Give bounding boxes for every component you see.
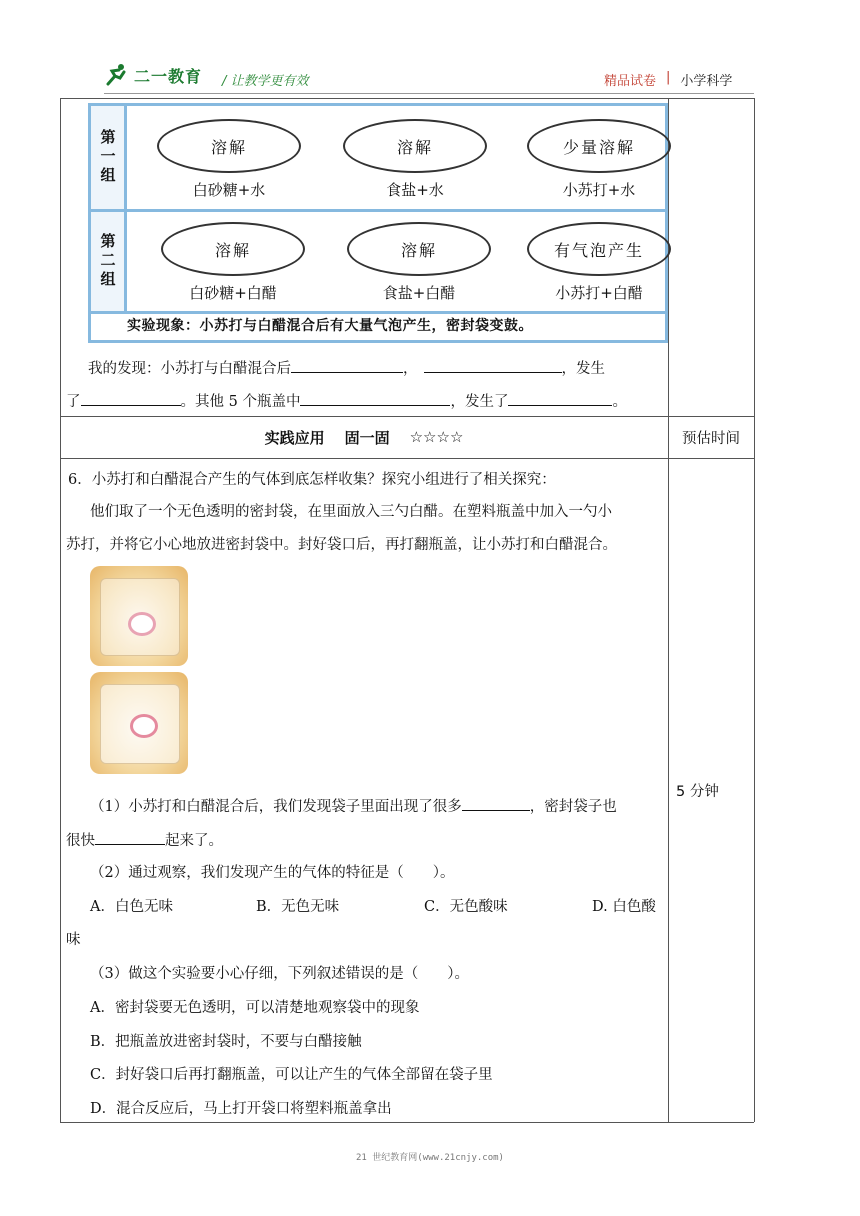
- subquestion-text: 起来了。: [165, 833, 223, 849]
- answer-blank[interactable]: [95, 828, 165, 845]
- bag-photo-before: [90, 566, 188, 666]
- result-oval: 少量溶解: [527, 119, 671, 173]
- result-oval: 溶解: [161, 222, 305, 276]
- subquestion-2: （2）通过观察，我们发现产生的气体的特征是（ ）。: [90, 865, 455, 881]
- option-a[interactable]: A．密封袋要无色透明，可以清楚地观察袋中的现象: [90, 1000, 420, 1016]
- group2-label: 第二组: [91, 212, 127, 311]
- mixture-caption: 白砂糖+水: [192, 181, 266, 199]
- table-border-bottom: [60, 1122, 754, 1123]
- table-border-left: [60, 98, 61, 1122]
- option-b[interactable]: B．把瓶盖放进密封袋时，不要与白醋接触: [90, 1034, 362, 1050]
- brand-logo: [104, 58, 202, 92]
- discovery-line-2: [66, 389, 627, 411]
- mixture-caption: 食盐+白醋: [382, 284, 456, 302]
- option-c[interactable]: C．无色酸味: [424, 899, 508, 915]
- header-right: [604, 70, 732, 89]
- table-border-right: [754, 98, 755, 1122]
- group-separator: [91, 209, 665, 212]
- mixture-caption: 白砂糖+白醋: [189, 284, 277, 302]
- section-title: 实践应用: [264, 428, 325, 447]
- difficulty-stars: ☆☆☆☆: [409, 428, 464, 446]
- question-description: 苏打，并将它小心地放进密封袋中。封好袋口后，再打翻瓶盖，让小苏打和白醋混合。: [66, 537, 617, 553]
- discovery-text: 我的发现：小苏打与白醋混合后: [88, 361, 291, 377]
- question-stem: 6．小苏打和白醋混合产生的气体到底怎样收集？探究小组进行了相关探究：: [68, 472, 556, 488]
- result-oval: 溶解: [157, 119, 301, 173]
- mixture-caption: 食盐+水: [386, 181, 444, 199]
- option-d[interactable]: D. 白色酸: [592, 899, 656, 915]
- phenomenon-separator: [91, 311, 665, 314]
- subquestion-3: （3）做这个实验要小心仔细，下列叙述错误的是（ ）。: [90, 966, 469, 982]
- estimated-time: 5 分钟: [676, 784, 719, 800]
- subquestion-text: （1）小苏打和白醋混合后，我们发现袋子里面出现了很多: [90, 799, 462, 815]
- discovery-text: ，发生: [561, 361, 605, 377]
- mixture-caption: 小苏打+白醋: [555, 284, 643, 302]
- header-subject: 小学科学: [680, 74, 733, 89]
- section-subtitle: 固一固: [344, 428, 390, 447]
- discovery-line-1: [88, 356, 605, 378]
- estimate-time-header: 预估时间: [682, 430, 740, 447]
- answer-blank[interactable]: [300, 389, 450, 406]
- group1-label: 第一组: [91, 106, 127, 209]
- experiment-diagram: [88, 103, 668, 343]
- bag-photo-after: [90, 672, 188, 774]
- footer: 21 世纪教育网(www.21cnjy.com): [356, 1153, 504, 1163]
- mixture-caption: 小苏打+水: [562, 181, 636, 199]
- bottle-cap: [130, 714, 158, 738]
- answer-blank[interactable]: [462, 794, 530, 811]
- answer-blank[interactable]: [424, 356, 562, 373]
- section-header: [60, 416, 668, 458]
- discovery-text: 。: [612, 394, 627, 410]
- discovery-text: 了: [66, 394, 81, 410]
- result-oval: 溶解: [347, 222, 491, 276]
- table-border-top: [60, 98, 754, 99]
- answer-blank[interactable]: [508, 389, 612, 406]
- discovery-text: ，发生了: [450, 394, 509, 410]
- header-divider: [104, 93, 754, 94]
- result-oval: 有气泡产生: [527, 222, 671, 276]
- option-a[interactable]: A．白色无味: [90, 899, 173, 915]
- question-description: 他们取了一个无色透明的密封袋，在里面放入三勺白醋。在塑料瓶盖中加入一勺小: [90, 504, 612, 520]
- header-separator: |: [666, 70, 671, 85]
- subquestion-1: [90, 794, 617, 816]
- slogan: / 让教学更有效: [222, 74, 309, 89]
- option-d[interactable]: D．混合反应后，马上打开袋口将塑料瓶盖拿出: [90, 1101, 392, 1117]
- subquestion-text: 很快: [66, 833, 95, 849]
- subquestion-text: ，密封袋子也: [529, 799, 617, 815]
- subquestion-1-cont: [66, 828, 223, 850]
- brand-name: 二一教育: [134, 66, 203, 86]
- option-c[interactable]: C．封好袋口后再打翻瓶盖，可以让产生的气体全部留在袋子里: [90, 1067, 493, 1083]
- result-oval: 溶解: [343, 119, 487, 173]
- table-row-divider: [60, 458, 754, 459]
- bottle-cap: [128, 612, 156, 636]
- option-b[interactable]: B．无色无味: [256, 899, 340, 915]
- answer-blank[interactable]: [291, 356, 403, 373]
- runner-icon: [104, 62, 130, 88]
- discovery-text: ，: [403, 361, 418, 377]
- option-d-cont: 味: [66, 932, 81, 948]
- discovery-text: 。其他 5 个瓶盖中: [180, 394, 301, 410]
- experiment-phenomenon: 实验现象：小苏打与白醋混合后有大量气泡产生，密封袋变鼓。: [127, 318, 533, 334]
- header-tag: 精品试卷: [604, 74, 657, 89]
- answer-blank[interactable]: [81, 389, 181, 406]
